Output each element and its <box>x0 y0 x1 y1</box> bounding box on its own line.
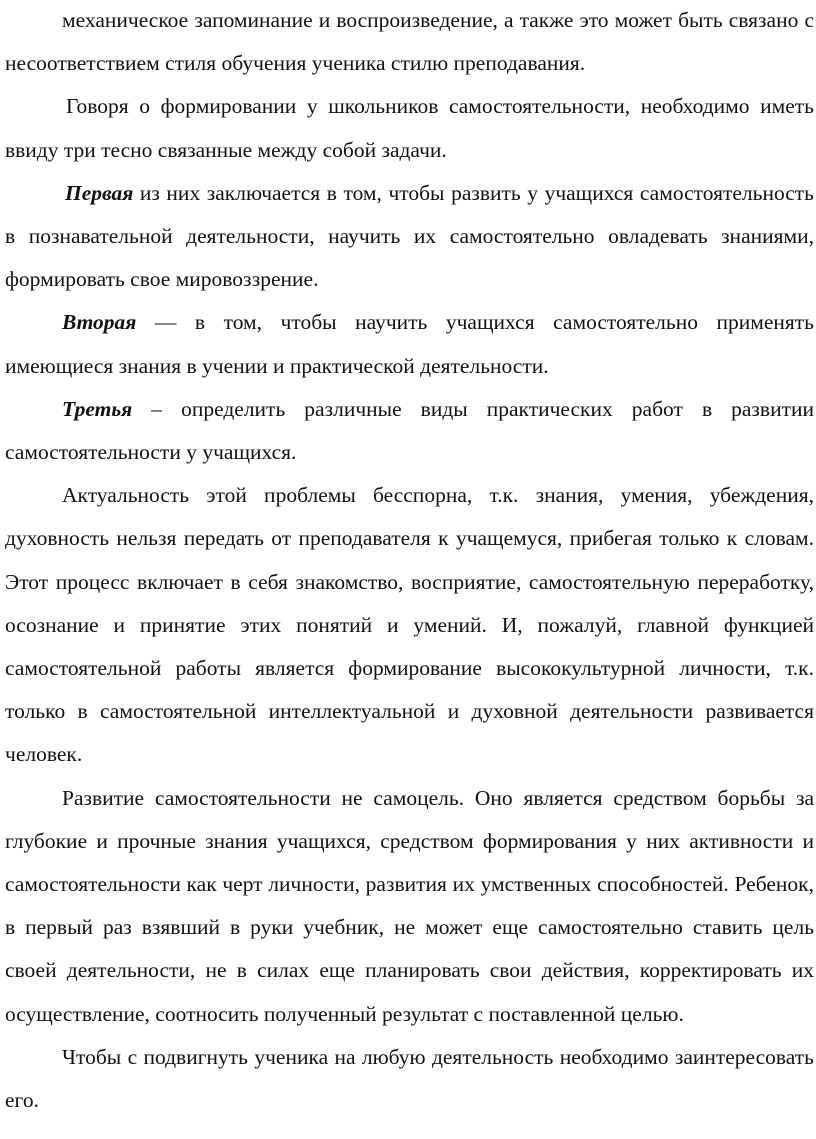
paragraph <box>5 301 814 387</box>
paragraph <box>5 1036 814 1122</box>
paragraph-lead-word: Первая <box>65 180 134 205</box>
paragraph <box>5 85 814 171</box>
paragraph <box>5 777 814 1036</box>
paragraph-text: – определить различные виды практических работ в развитии самостоятельности у учащихся. <box>5 396 814 465</box>
paragraph <box>5 388 814 474</box>
paragraph <box>5 172 814 302</box>
paragraph-text: Развитие самостоятельности не самоцель. Оно является средством борьбы за глубокие и прочные знания учащихся, средством формирования у них активности и самостоятельности как черт личности, развития их умственных способностей. Ребенок, в первый раз взявший в руки учебник, не может еще самостоятельно ставить цель своей деятельности, не в силах еще планировать свои действия, корректировать их осуществление, соотносить полученный результат с поставленной целью. <box>5 785 814 1026</box>
paragraph-text: Говоря о формировании у школьников самостоятельности, необходимо иметь ввиду три тесно связанные между собой задачи. <box>5 94 814 162</box>
paragraph <box>5 0 814 85</box>
paragraph <box>5 474 814 776</box>
paragraph-text: из них заключается в том, чтобы развить у учащихся самостоятельность в познавательной деятельности, научить их самостоятельно овладевать знаниями, формировать свое мировоззрение. <box>5 180 814 292</box>
paragraph-lead-word: Третья <box>62 396 133 421</box>
paragraph-text: Чтобы с подвигнуть ученика на любую деятельность необходимо заинтересовать его. <box>5 1044 814 1113</box>
paragraph-lead-word: Вторая <box>62 310 137 335</box>
paragraph-text: механическое запоминание и воспроизведение, а также это может быть связано с несоответствием стиля обучения ученика стилю преподавания. <box>5 8 814 76</box>
paragraph-text: — в том, чтобы научить учащихся самостоятельно применять имеющиеся знания в учении и практической деятельности. <box>5 310 814 378</box>
paragraph-text: Актуальность этой проблемы бесспорна, т.к. знания, умения, убеждения, духовность нельзя передать от преподавателя к учащемуся, прибегая только к словам. Этот процесс включает в себя знакомство, восприятие, самостоятельную переработку, осознание и принятие этих понятий и умений. И, пожалуй, главной функцией самостоятельной работы является формирование высококультурной личности, т.к. только в самостоятельной интеллектуальной и духовной деятельности развивается человек. <box>5 483 814 767</box>
